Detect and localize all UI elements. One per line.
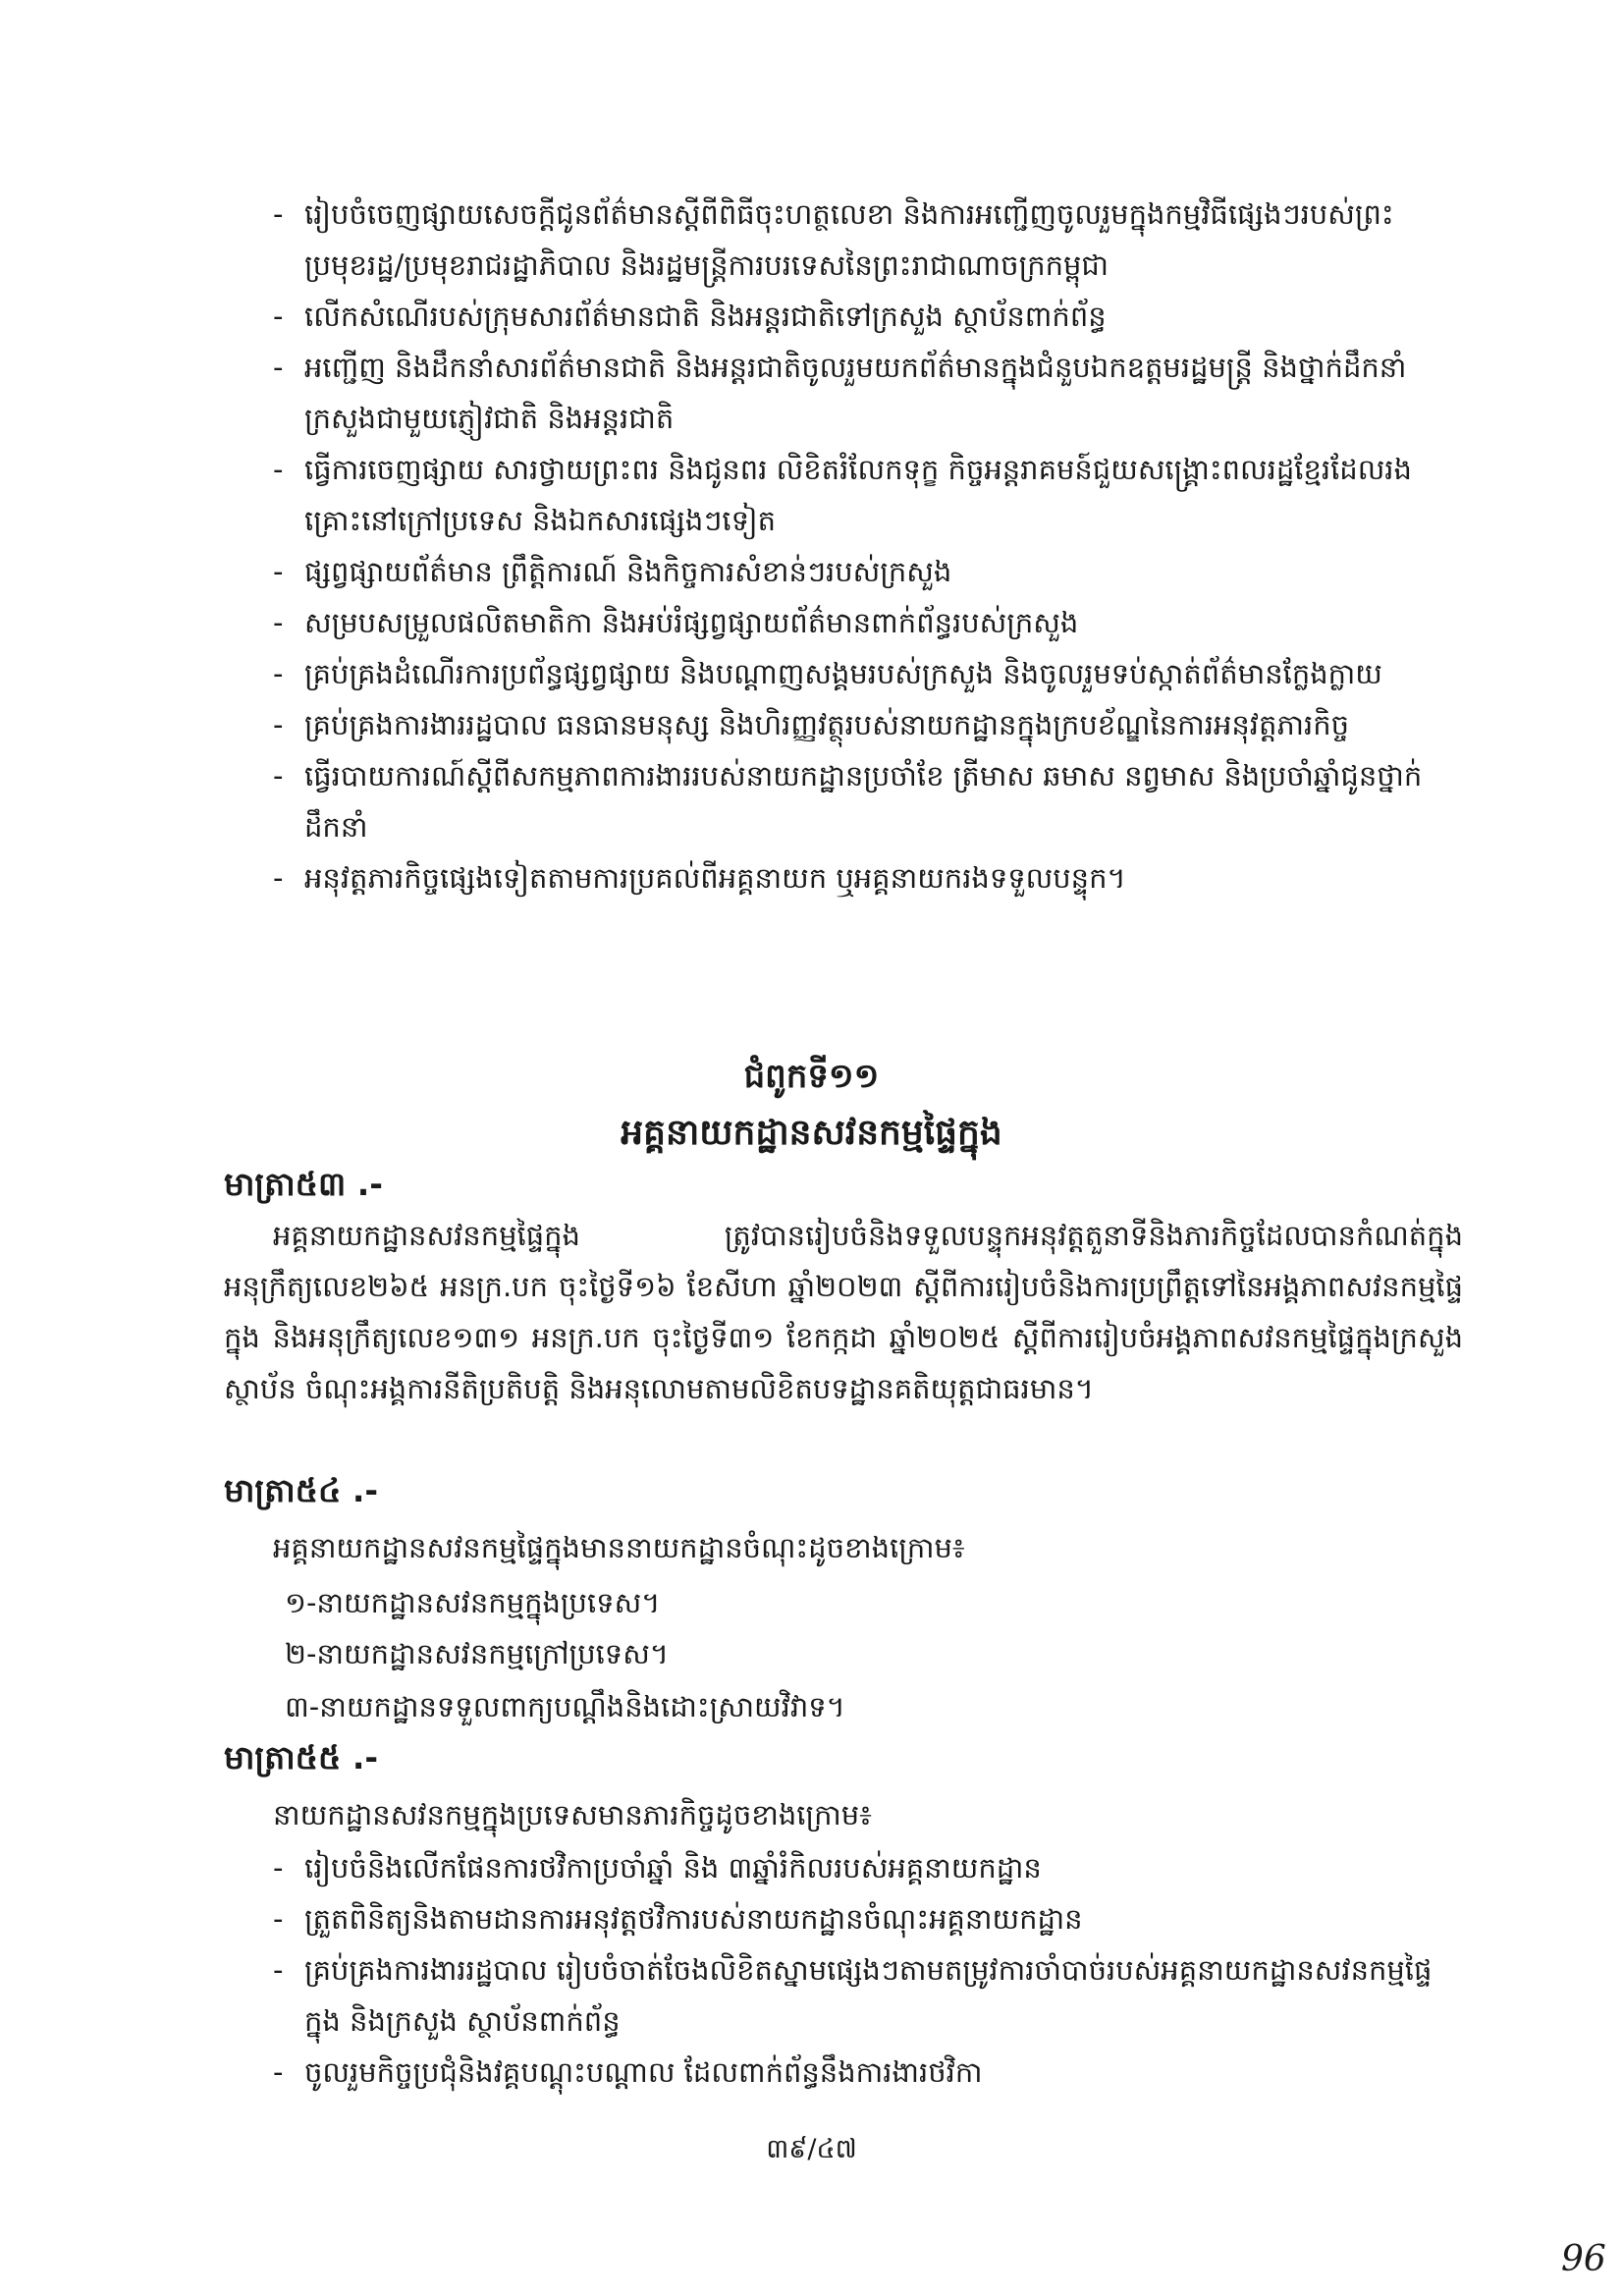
list-item: - ចូលរួមកិច្ចប្រជុំនិងវគ្គបណ្ដុះបណ្ដាល ដែលពាក់ព័ន្ធនឹងការងារថវិកា <box>273 2055 983 2089</box>
list-item-text: រៀបចំនិងលើកផែនការថវិកាប្រចាំឆ្នាំ និង ៣ឆ្នាំរំកិលរបស់អគ្គនាយកដ្ឋាន <box>304 1851 1042 1885</box>
article-55-heading: មាត្រា៥៥ .- <box>224 1738 379 1777</box>
top-bullet-list <box>273 189 1461 903</box>
list-item: - គ្រប់គ្រងដំណើរការប្រព័ន្ធផ្សព្វផ្សាយ និងបណ្ដាញសង្គមរបស់ក្រសួង និងចូលរួមទប់ស្កាត់ព័ត៌មានក្លែងក្លាយ <box>273 657 1382 690</box>
handwritten-mark: 96 <box>1561 2239 1606 2279</box>
list-item-text: សម្របសម្រួលផលិតមាតិកា និងអប់រំផ្សព្វផ្សាយព័ត៌មានពាក់ព័ន្ធរបស់ក្រសួង <box>304 606 1079 639</box>
list-item: - លើកសំណើរបស់ក្រុមសារព័ត៌មានជាតិ និងអន្តរជាតិទៅក្រសួង ស្ថាប័នពាក់ព័ន្ធ <box>273 300 1107 333</box>
article-55-list <box>273 1842 1461 2098</box>
list-item-text: គ្រប់គ្រងការងាររដ្ឋបាល ធនធានមនុស្ស និងហិរញ្ញវត្ថុរបស់នាយកដ្ឋានក្នុងក្របខ័ណ្ឌនៃការអនុវត្តភារកិច្ច <box>304 708 1350 741</box>
article-54-heading: មាត្រា៥៤ .- <box>224 1471 379 1509</box>
list-item: - គ្រប់គ្រងការងាររដ្ឋបាល ធនធានមនុស្ស និងហិរញ្ញវត្ថុរបស់នាយកដ្ឋានក្នុងក្របខ័ណ្ឌនៃការអនុវត្តភារកិច្ច <box>273 708 1350 741</box>
list-item: - ធ្វើរបាយការណ៍ស្ដីពីសកម្មភាពការងាររបស់នាយកដ្ឋានប្រចាំខែ ត្រីមាស ឆមាស នព្វមាស និងប្រចាំឆ្នាំជូនថ្នាក់ដឹកនាំ <box>273 759 1423 844</box>
list-item: - រៀបចំចេញផ្សាយសេចក្ដីជូនព័ត៌មានស្ដីពីពិធីចុះហត្ថលេខា និងការអញ្ជើញចូលរួមក្នុងកម្មវិធីផ្សេងៗរបស់ព្រះប្រមុខរដ្ឋ/ប្រមុខរាជរដ្ឋាភិបាល និងរដ្ឋមន្ត្រីការបរទេសនៃព្រះរាជាណាចក្រកម្ពុជា <box>273 197 1394 282</box>
list-item-text: រៀបចំចេញផ្សាយសេចក្ដីជូនព័ត៌មានស្ដីពីពិធីចុះហត្ថលេខា និងការអញ្ជើញចូលរួមក្នុងកម្មវិធីផ្សេងៗរបស់ព្រះប្រមុខរដ្ឋ/ប្រមុខរាជរដ្ឋាភិបាល និងរដ្ឋមន្ត្រីការបរទេសនៃព្រះរាជាណាចក្រកម្ពុជា <box>304 197 1394 282</box>
list-item-text: ធ្វើរបាយការណ៍ស្ដីពីសកម្មភាពការងាររបស់នាយកដ្ឋានប្រចាំខែ ត្រីមាស ឆមាស នព្វមាស និងប្រចាំឆ្នាំជូនថ្នាក់ដឹកនាំ <box>304 759 1423 844</box>
article-53-text: អគ្គនាយកដ្ឋានសវនកម្មផ្ទៃក្នុង ត្រូវបានរៀបចំនិងទទួលបន្ទុកអនុវត្តតួនាទីនិងភារកិច្ចដែលបានកំណត់ក្នុងអនុក្រឹត្យលេខ២៦៥ អនក្រ.បក ចុះថ្ងៃទី១៦ ខែសីហា ឆ្នាំ២០២៣ ស្ដីពីការរៀបចំនិងការប្រព្រឹត្តទៅនៃអង្គភាពសវនកម្មផ្ទៃក្នុង និងអនុក្រឹត្យលេខ១៣១ អនក្រ.បក ចុះថ្ងៃទី៣១ ខែកក្កដា ឆ្នាំ២០២៥ ស្ដីពីការរៀបចំអង្គភាពសវនកម្មផ្ទៃក្នុងក្រសួង ស្ថាប័ន ចំណុះអង្គការនីតិប្រតិបត្តិ និងអនុលោមតាមលិខិតបទដ្ឋានគតិយុត្តជាធរមាន។ <box>224 1219 1463 1405</box>
list-item-text: លើកសំណើរបស់ក្រុមសារព័ត៌មានជាតិ និងអន្តរជាតិទៅក្រសួង ស្ថាប័នពាក់ព័ន្ធ <box>304 300 1107 333</box>
list-item: ២-នាយកដ្ឋានសវនកម្មក្រៅប្រទេស។ <box>285 1637 669 1670</box>
article-53-heading: មាត្រា៥៣ .- <box>224 1165 383 1203</box>
list-item: - ធ្វើការចេញផ្សាយ សារថ្វាយព្រះពរ និងជូនពរ លិខិតរំលែកទុក្ខ កិច្ចអន្តរាគមន៍ជួយសង្គ្រោះពលរដ្ឋខ្មែរដែលរងគ្រោះនៅក្រៅប្រទេស និងឯកសារផ្សេងៗទៀត <box>273 453 1412 537</box>
list-item: ១-នាយកដ្ឋានសវនកម្មក្នុងប្រទេស។ <box>285 1586 661 1619</box>
list-item-text: ត្រួតពិនិត្យនិងតាមដានការអនុវត្តថវិការបស់នាយកដ្ឋានចំណុះអគ្គនាយកដ្ឋាន <box>304 1902 1083 1936</box>
list-item-text: ផ្សព្វផ្សាយព័ត៌មាន ព្រឹត្តិការណ៍ និងកិច្ចការសំខាន់ៗរបស់ក្រសួង <box>304 555 952 588</box>
list-item: - អនុវត្តភារកិច្ចផ្សេងទៀតតាមការប្រគល់ពីអគ្គនាយក ឬអគ្គនាយករងទទួលបន្ទុក។ <box>273 861 1126 895</box>
list-item-text: គ្រប់គ្រងដំណើរការប្រព័ន្ធផ្សព្វផ្សាយ និងបណ្ដាញសង្គមរបស់ក្រសួង និងចូលរួមទប់ស្កាត់ព័ត៌មានក្លែងក្លាយ <box>304 657 1382 690</box>
list-item: - សម្របសម្រួលផលិតមាតិកា និងអប់រំផ្សព្វផ្សាយព័ត៌មានពាក់ព័ន្ធរបស់ក្រសួង <box>273 606 1079 639</box>
list-item-text: ចូលរួមកិច្ចប្រជុំនិងវគ្គបណ្ដុះបណ្ដាល ដែលពាក់ព័ន្ធនឹងការងារថវិកា <box>304 2055 983 2089</box>
list-item-text: អនុវត្តភារកិច្ចផ្សេងទៀតតាមការប្រគល់ពីអគ្គនាយក ឬអគ្គនាយករងទទួលបន្ទុក។ <box>304 861 1126 895</box>
list-item: - ត្រួតពិនិត្យនិងតាមដានការអនុវត្តថវិការបស់នាយកដ្ឋានចំណុះអគ្គនាយកដ្ឋាន <box>273 1902 1083 1936</box>
page-number: ៣៩/៤៧ <box>766 2134 857 2164</box>
chapter-number: ជំពូកទី១១ <box>743 1057 880 1096</box>
chapter-title: អគ្គនាយកដ្ឋានសវនកម្មផ្ទៃក្នុង <box>621 1113 1002 1153</box>
list-item-text: គ្រប់គ្រងការងាររដ្ឋបាល រៀបចំចាត់ចែងលិខិតស្នាមផ្សេងៗតាមតម្រូវការចាំបាច់របស់អគ្គនាយកដ្ឋានសវនកម្មផ្ទៃក្នុង និងក្រសួង ស្ថាប័នពាក់ព័ន្ធ <box>304 1953 1433 2038</box>
list-item-text: អញ្ជើញ និងដឹកនាំសារព័ត៌មានជាតិ និងអន្តរជាតិចូលរួមយកព័ត៌មានក្នុងជំនួបឯកឧត្ដមរដ្ឋមន្ត្រី និងថ្នាក់ដឹកនាំក្រសួងជាមួយភ្ញៀវជាតិ និងអន្តរជាតិ <box>304 351 1407 435</box>
list-item: - រៀបចំនិងលើកផែនការថវិកាប្រចាំឆ្នាំ និង ៣ឆ្នាំរំកិលរបស់អគ្គនាយកដ្ឋាន <box>273 1851 1042 1885</box>
article-54-intro: អគ្គនាយកដ្ឋានសវនកម្មផ្ទៃក្នុងមាននាយកដ្ឋានចំណុះដូចខាងក្រោម៖ <box>273 1531 965 1564</box>
list-item-text: ធ្វើការចេញផ្សាយ សារថ្វាយព្រះពរ និងជូនពរ លិខិតរំលែកទុក្ខ កិច្ចអន្តរាគមន៍ជួយសង្គ្រោះពលរដ្ឋខ្មែរដែលរងគ្រោះនៅក្រៅប្រទេស និងឯកសារផ្សេងៗទៀត <box>304 453 1412 537</box>
article-53-body <box>224 1210 1463 1414</box>
article-55-intro: នាយកដ្ឋានសវនកម្មក្នុងប្រទេសមានភារកិច្ចដូចខាងក្រោម៖ <box>273 1798 872 1831</box>
list-item: - គ្រប់គ្រងការងាររដ្ឋបាល រៀបចំចាត់ចែងលិខិតស្នាមផ្សេងៗតាមតម្រូវការចាំបាច់របស់អគ្គនាយកដ្ឋានសវនកម្មផ្ទៃក្នុង និងក្រសួង ស្ថាប័នពាក់ព័ន្ធ <box>273 1953 1433 2038</box>
list-item: ៣-នាយកដ្ឋានទទួលពាក្យបណ្ដឹងនិងដោះស្រាយវិវាទ។ <box>285 1690 845 1723</box>
list-item: - អញ្ជើញ និងដឹកនាំសារព័ត៌មានជាតិ និងអន្តរជាតិចូលរួមយកព័ត៌មានក្នុងជំនួបឯកឧត្ដមរដ្ឋមន្ត្រី និងថ្នាក់ដឹកនាំក្រសួងជាមួយភ្ញៀវជាតិ និងអន្តរជាតិ <box>273 351 1407 435</box>
list-item: - ផ្សព្វផ្សាយព័ត៌មាន ព្រឹត្តិការណ៍ និងកិច្ចការសំខាន់ៗរបស់ក្រសួង <box>273 555 952 588</box>
